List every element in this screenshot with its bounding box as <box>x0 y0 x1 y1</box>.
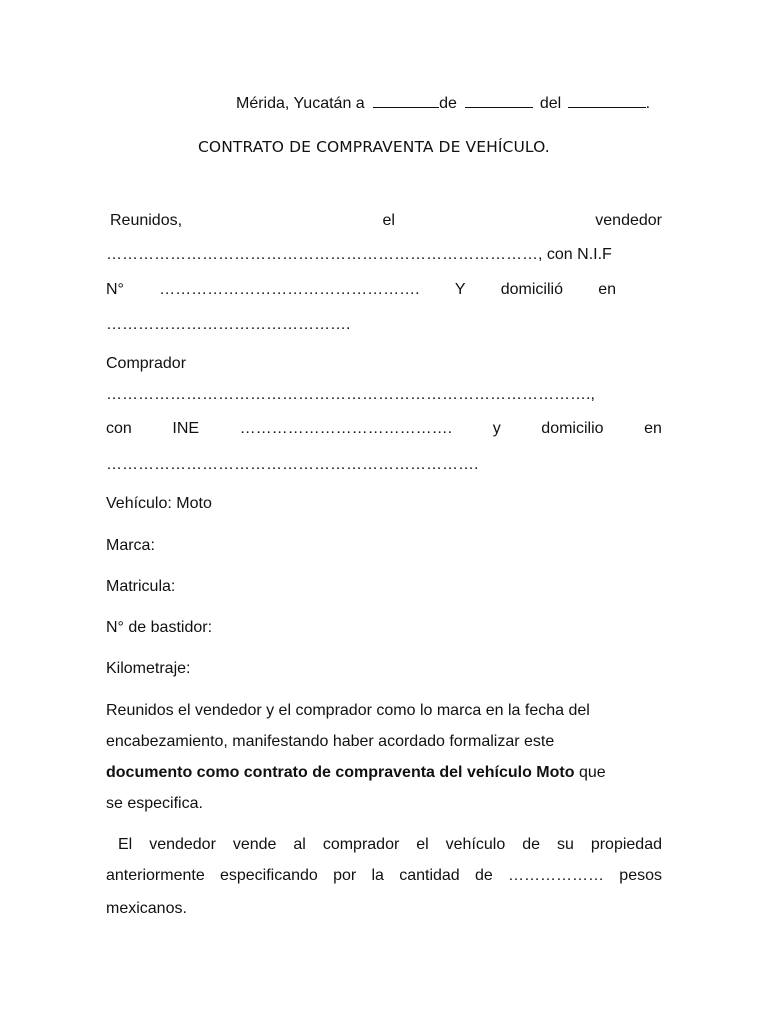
buyer-line-3 <box>106 419 662 439</box>
seller-line-4: ………………………………………. <box>106 316 351 333</box>
word: vehículo <box>445 836 506 853</box>
domicilio-word: domicilió <box>500 281 563 298</box>
no-label: N° <box>106 281 124 298</box>
en-word: en <box>644 420 662 437</box>
seller-line-2: ………………………………………………………………………, con N.I.F <box>106 246 612 263</box>
word: cantidad <box>399 867 460 884</box>
para2-line-3: mexicanos. <box>106 900 187 917</box>
word: de <box>474 867 493 884</box>
word: el <box>416 836 429 853</box>
matricula-field: Matricula: <box>106 578 176 595</box>
para1-bold-text: documento como contrato de compraventa del vehículo Moto <box>106 764 575 781</box>
para1-line-3 <box>106 763 606 783</box>
bastidor-field: N° de bastidor: <box>106 619 213 636</box>
word: especificando <box>219 867 318 884</box>
word: la <box>371 867 384 884</box>
buyer-line-4: ……………………………………………………………. <box>106 456 479 473</box>
word: anteriormente <box>106 867 205 884</box>
word: pesos <box>619 867 662 884</box>
nif-dots: …………………………………………. <box>159 281 420 298</box>
word: su <box>556 836 574 853</box>
reunidos-word: Reunidos, <box>110 212 183 229</box>
y-word: Y <box>454 281 466 298</box>
vendedor-word: vendedor <box>595 212 662 229</box>
de-label: de <box>439 95 457 112</box>
en-word: en <box>598 281 616 298</box>
amount-dots: ……………… <box>508 867 605 884</box>
city-label: Mérida, Yucatán a <box>236 95 365 112</box>
date-line <box>236 93 650 114</box>
seller-line-3 <box>106 280 616 300</box>
word: comprador <box>322 836 400 853</box>
para2-line-1 <box>118 835 662 855</box>
word: El <box>118 836 133 853</box>
vehiculo-field: Vehículo: Moto <box>106 495 212 512</box>
seller-line-1 <box>106 211 662 231</box>
month-blank <box>465 93 533 108</box>
y-word: y <box>492 420 501 437</box>
para1-line-2: encabezamiento, manifestando haber acordado formalizar este <box>106 733 555 750</box>
para1-line-1: Reunidos el vendedor y el comprador como lo marca en la fecha del <box>106 702 590 719</box>
ine-dots: …………………………………. <box>239 420 453 437</box>
buyer-label: Comprador <box>106 355 187 372</box>
el-word: el <box>382 212 395 229</box>
domicilio-word: domicilio <box>541 420 604 437</box>
para1-line3-rest: que <box>574 764 606 781</box>
word: vende <box>232 836 277 853</box>
kilometraje-field: Kilometraje: <box>106 660 191 677</box>
buyer-line-2: ………………………………………………………………………………., <box>106 386 595 403</box>
document-title: CONTRATO DE COMPRAVENTA DE VEHÍCULO. <box>198 138 550 156</box>
word: por <box>333 867 357 884</box>
marca-field: Marca: <box>106 537 155 554</box>
period: . <box>645 95 651 112</box>
del-label: del <box>539 95 562 112</box>
year-blank <box>568 93 646 108</box>
para1-line-4: se especifica. <box>106 795 203 812</box>
con-word: con <box>106 420 132 437</box>
para2-line-2 <box>106 866 662 886</box>
word: propiedad <box>590 836 662 853</box>
word: al <box>293 836 306 853</box>
word: vendedor <box>149 836 216 853</box>
ine-label: INE <box>172 420 200 437</box>
day-blank <box>373 93 439 108</box>
word: de <box>522 836 540 853</box>
